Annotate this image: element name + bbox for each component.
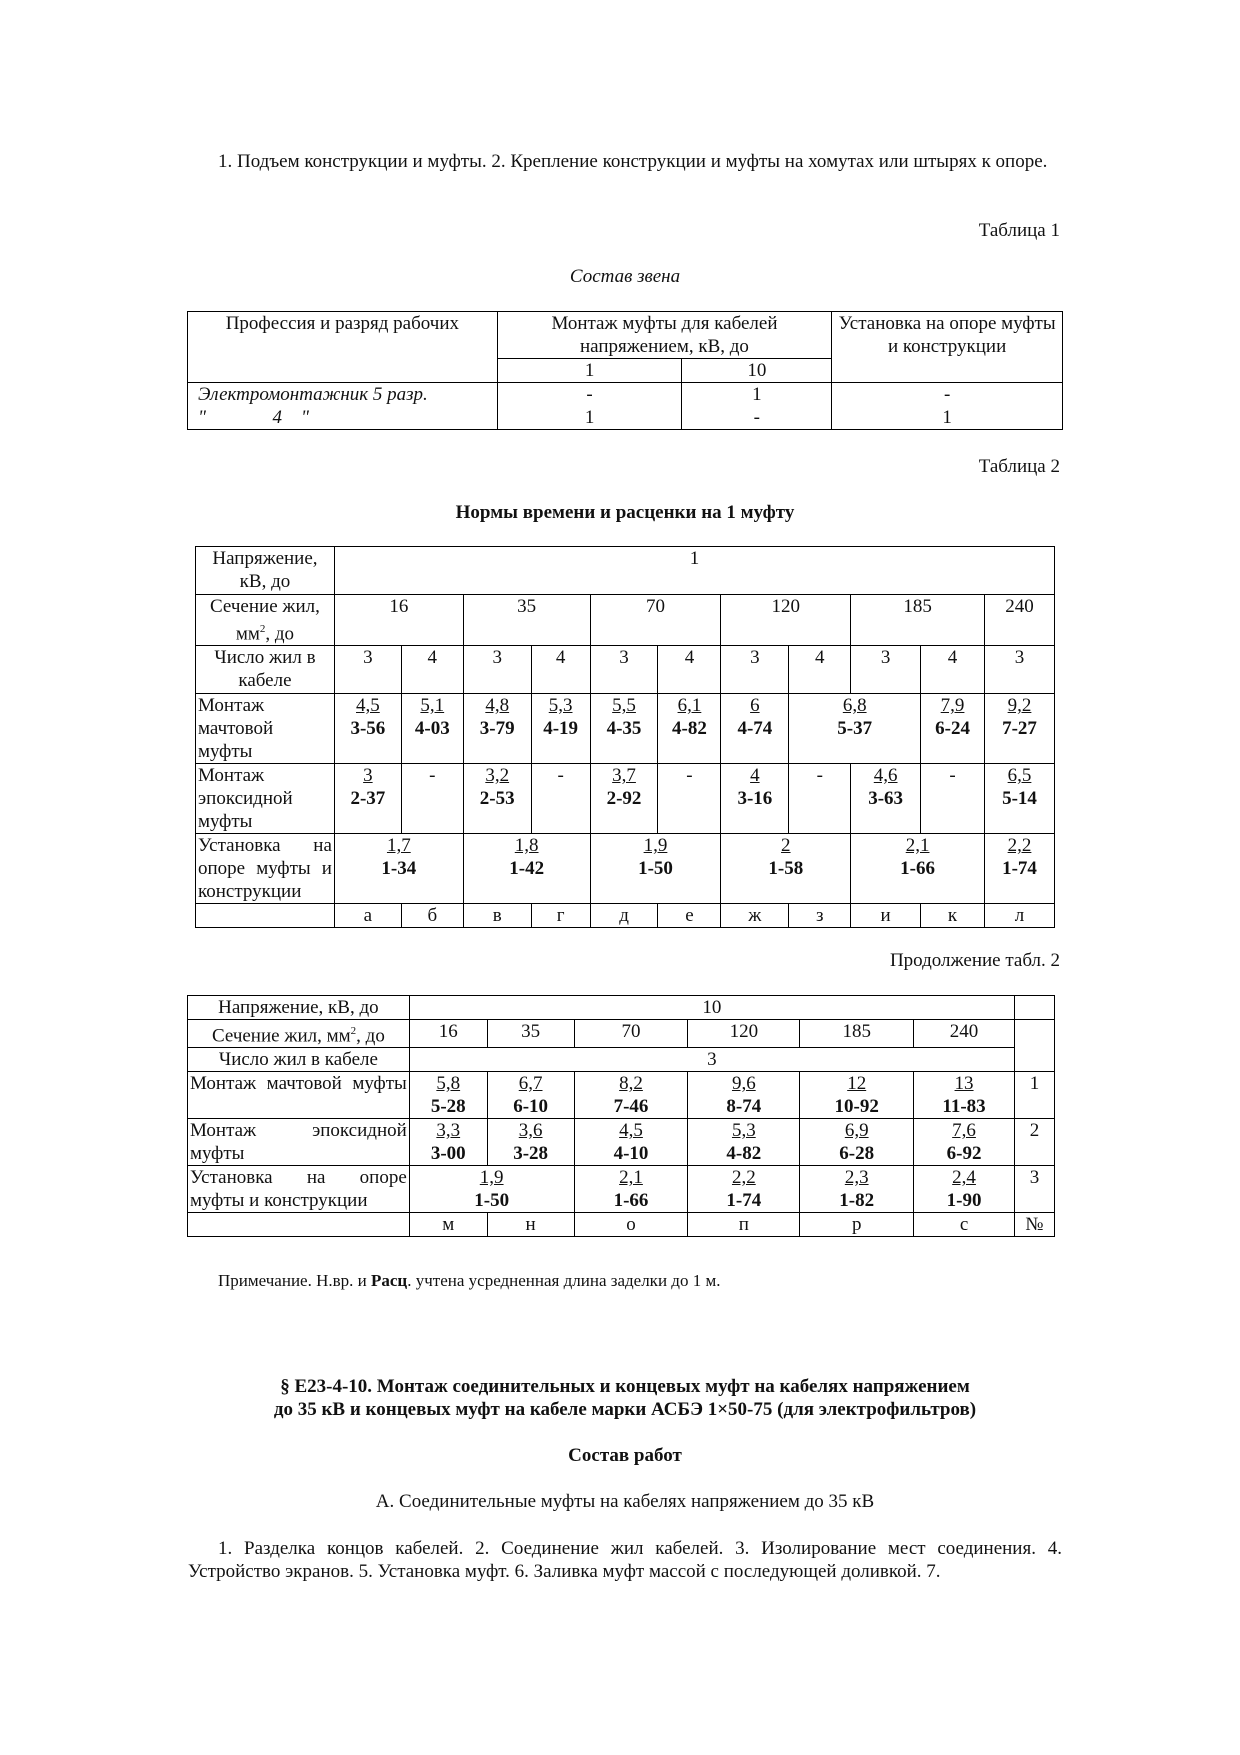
t2-row-mast: Монтаж мачтовой муфты (196, 694, 335, 764)
t2-epoxy-cell: 6,5 5-14 (985, 764, 1055, 834)
table1-title: Состав звена (569, 266, 681, 287)
t1-r2-c1: 1 (584, 407, 595, 428)
t2-row-install: Установка на опоре муфты и конструкции (196, 834, 335, 904)
t3-voltage-val: 10 (409, 996, 1014, 1020)
t2-install-cell: 2 1-58 (721, 834, 851, 904)
t2-epoxy-cell: 3 2-37 (334, 764, 401, 834)
t3-cores-val: 3 (409, 1048, 1014, 1072)
table2-caption: Таблица 2 (978, 456, 1060, 477)
t3-h-cores: Число жил в кабеле (188, 1048, 410, 1072)
t2-letter: д (590, 904, 658, 928)
t1-r1-c3: - (943, 384, 951, 405)
t2-cores: 4 (658, 646, 721, 694)
t2-mast-cell: 5,3 4-19 (531, 694, 590, 764)
t2-install-cell: 2,1 1-66 (851, 834, 985, 904)
t3-mast-cell: 5,8 5-28 (409, 1072, 487, 1119)
t2-epoxy-cell: - (658, 764, 721, 834)
t1-header-v1: 1 (497, 359, 682, 383)
t2-letter: з (789, 904, 851, 928)
t3-letter: р (800, 1213, 914, 1237)
t2-mast-cell: 6,8 5-37 (789, 694, 921, 764)
t3-row-mast: Монтаж мачтовой муфты (188, 1072, 410, 1119)
t2-epoxy-cell: 4,6 3-63 (851, 764, 921, 834)
t2-h-voltage: Напряжение, кВ, до (196, 547, 335, 595)
t3-section: 240 (914, 1020, 1015, 1048)
t2-section: 240 (985, 595, 1055, 646)
t3-letter: н (487, 1213, 574, 1237)
t1-r2-c3: 1 (942, 407, 952, 428)
t3-num-empty (1014, 996, 1054, 1020)
t3-letter: м (409, 1213, 487, 1237)
t1-r1-c2: 1 (752, 384, 762, 405)
t2-mast-cell: 5,5 4-35 (590, 694, 658, 764)
section-heading-line2: до 35 кВ и концевых муфт на кабеле марки АСБЭ 1×50-75 (для электрофильтров) (273, 1399, 977, 1420)
t1-header-install: Установка на опоре муфты и конструкции (832, 312, 1063, 383)
table2-time-norms-1kv (195, 546, 1055, 928)
t2-cores: 4 (531, 646, 590, 694)
t1-r1-c1: - (586, 384, 593, 405)
t2-cores: 3 (985, 646, 1055, 694)
t3-section: 35 (487, 1020, 574, 1048)
t3-mast-cell: 8,2 7-46 (574, 1072, 688, 1119)
t2-epoxy-cell: 4 3-16 (721, 764, 789, 834)
t3-epoxy-cell: 3,6 3-28 (487, 1119, 574, 1166)
t2-epoxy-cell: 3,2 2-53 (463, 764, 531, 834)
t3-letter: с (914, 1213, 1015, 1237)
t1-header-profession: Профессия и разряд рабочих (188, 312, 498, 383)
note-prefix: Примечание. Н.вр. и (218, 1271, 371, 1290)
t2-install-cell: 2,2 1-74 (985, 834, 1055, 904)
t3-install-cell: 2,2 1-74 (688, 1166, 800, 1213)
t3-letter: о (574, 1213, 688, 1237)
t2-cores: 4 (789, 646, 851, 694)
t2-install-cell: 1,9 1-50 (590, 834, 721, 904)
t1-col-install (832, 383, 1063, 430)
t2-cores: 3 (721, 646, 789, 694)
t2-letter: в (463, 904, 531, 928)
t3-epoxy-cell: 6,9 6-28 (800, 1119, 914, 1166)
t3-install-cell: 2,4 1-90 (914, 1166, 1015, 1213)
table1-crew-composition (187, 311, 1063, 430)
t2-epoxy-cell: - (789, 764, 851, 834)
t3-h-voltage: Напряжение, кВ, до (188, 996, 410, 1020)
t2-install-cell: 1,8 1-42 (463, 834, 590, 904)
t2-mast-cell: 5,1 4-03 (401, 694, 463, 764)
t1-row-labels (188, 383, 498, 430)
t3-section: 70 (574, 1020, 688, 1048)
intro-paragraph: 1. Подъем конструкции и муфты. 2. Крепление конструкции и муфты на хомутах или штырях к опоре. (218, 151, 1048, 172)
t2-cores: 3 (463, 646, 531, 694)
t2-voltage-val: 1 (334, 547, 1054, 595)
note-bold: Расц (371, 1271, 408, 1290)
t2-letters-empty (196, 904, 335, 928)
t3-num-empty (1014, 1020, 1054, 1072)
t3-section: 120 (688, 1020, 800, 1048)
t3-mast-cell: 9,6 8-74 (688, 1072, 800, 1119)
t2-mast-cell: 6,1 4-82 (658, 694, 721, 764)
t3-install-cell: 2,3 1-82 (800, 1166, 914, 1213)
t2-section: 35 (463, 595, 590, 646)
note-suffix: . учтена усредненная длина заделки до 1 м. (407, 1271, 721, 1290)
t3-row-num: 1 (1014, 1072, 1054, 1119)
t2-letter: г (531, 904, 590, 928)
t2-section: 120 (721, 595, 851, 646)
t2-epoxy-cell: - (401, 764, 463, 834)
t3-row-num: 3 (1014, 1166, 1054, 1213)
t2-cores: 3 (590, 646, 658, 694)
t1-col-v10 (682, 383, 832, 430)
t2-letter: б (401, 904, 463, 928)
t1-col-v1 (497, 383, 682, 430)
t3-section: 16 (409, 1020, 487, 1048)
table2-title: Нормы времени и расценки на 1 муфту (455, 502, 795, 523)
t3-epoxy-cell: 3,3 3-00 (409, 1119, 487, 1166)
t3-install-cell: 1,9 1-50 (409, 1166, 574, 1213)
t2-mast-cell: 4,5 3-56 (334, 694, 401, 764)
t2-mast-cell: 6 4-74 (721, 694, 789, 764)
t2-section: 70 (590, 595, 721, 646)
t2-section: 16 (334, 595, 463, 646)
t2-letter: л (985, 904, 1055, 928)
t2-row-epoxy: Монтаж эпоксидной муфты (196, 764, 335, 834)
t3-letter: п (688, 1213, 800, 1237)
t3-install-cell: 2,1 1-66 (574, 1166, 688, 1213)
t2-mast-cell: 7,9 6-24 (921, 694, 985, 764)
t3-epoxy-cell: 4,5 4-10 (574, 1119, 688, 1166)
t1-r1-label: Электромонтажник 5 разр. (198, 384, 428, 405)
t2-cores: 4 (921, 646, 985, 694)
t3-h-section: Сечение жил, $мм^2$, до (188, 1020, 410, 1048)
t1-header-mounting: Монтаж муфты для кабелей напряжением, кВ, до (497, 312, 832, 359)
t2-letter: ж (721, 904, 789, 928)
t2-epoxy-cell: - (921, 764, 985, 834)
t3-epoxy-cell: 5,3 4-82 (688, 1119, 800, 1166)
t3-mast-cell: 13 11-83 (914, 1072, 1015, 1119)
t1-r2-c2: - (753, 407, 760, 428)
table2-continuation-10kv (187, 995, 1055, 1237)
t3-mast-cell: 12 10-92 (800, 1072, 914, 1119)
t2-letter: е (658, 904, 721, 928)
t2-section: 185 (851, 595, 985, 646)
t2-mast-cell: 9,2 7-27 (985, 694, 1055, 764)
t3-row-epoxy: Монтаж эпоксидной муфты (188, 1119, 410, 1166)
table-note (218, 1271, 720, 1291)
subtitle-a: А. Соединительные муфты на кабелях напряжением до 35 кВ (375, 1491, 875, 1512)
t2-letter: к (921, 904, 985, 928)
t1-r2-label: " 4 " (198, 407, 309, 428)
t2-cores: 4 (401, 646, 463, 694)
works-title: Состав работ (568, 1445, 682, 1466)
t2-letter: и (851, 904, 921, 928)
t2-h-section: Сечение жил, $мм^2$, до (196, 595, 335, 646)
t3-mast-cell: 6,7 6-10 (487, 1072, 574, 1119)
works-paragraph: 1. Разделка концов кабелей. 2. Соединение жил кабелей. 3. Изолирование мест соединения. 4. Устройство экранов. 5. Установка муфт. 6. Заливка муфт массой с последующей доливкой. 7. (188, 1538, 1062, 1582)
t1-header-v10: 10 (682, 359, 832, 383)
t2-h-cores: Число жил в кабеле (196, 646, 335, 694)
table1-caption: Таблица 1 (978, 220, 1060, 241)
table3-caption: Продолжение табл. 2 (889, 950, 1060, 971)
t3-row-num: 2 (1014, 1119, 1054, 1166)
t2-mast-cell: 4,8 3-79 (463, 694, 531, 764)
t2-cores: 3 (851, 646, 921, 694)
t2-epoxy-cell: - (531, 764, 590, 834)
t2-epoxy-cell: 3,7 2-92 (590, 764, 658, 834)
section-heading-line1: § Е23-4-10. Монтаж соединительных и концевых муфт на кабелях напряжением (280, 1376, 970, 1397)
t3-no-sign: № (1014, 1213, 1054, 1237)
t2-letter: а (334, 904, 401, 928)
t2-install-cell: 1,7 1-34 (334, 834, 463, 904)
t3-epoxy-cell: 7,6 6-92 (914, 1119, 1015, 1166)
t2-cores: 3 (334, 646, 401, 694)
t3-letters-empty (188, 1213, 410, 1237)
t3-row-install: Установка на опоре муфты и конструкции (188, 1166, 410, 1213)
t3-section: 185 (800, 1020, 914, 1048)
